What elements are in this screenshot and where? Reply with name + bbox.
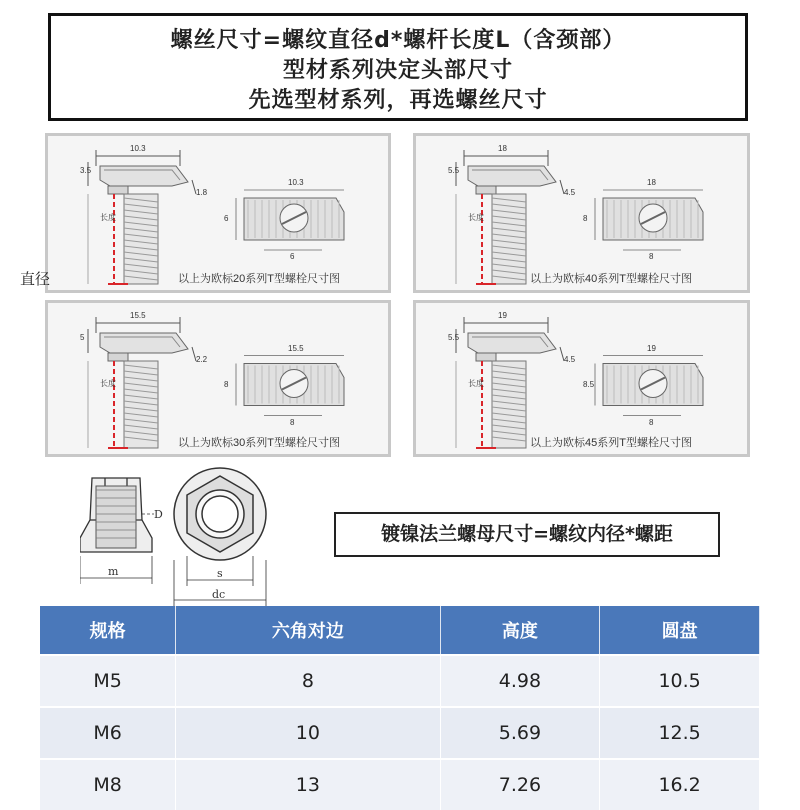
cell-height: 7.26: [440, 759, 600, 810]
table-header-row: [40, 606, 760, 655]
cell-height: 5.69: [440, 707, 600, 759]
title-line-1: 螺丝尺寸=螺纹直径d*螺杆长度L（含颈部）: [170, 28, 626, 53]
flange-dim: 4.5: [564, 355, 576, 364]
cell-spec: M6: [40, 707, 176, 759]
head-height-dim: 5.5: [448, 333, 460, 342]
header-hex: 六角对边: [176, 606, 440, 655]
flange-nut-drawing: [80, 456, 280, 606]
t-bolt-diagram-panel: [45, 300, 391, 457]
flange-dim: 4.5: [564, 188, 576, 197]
head-width-dim: 18: [498, 144, 507, 153]
side-bottom-dim: 8: [290, 417, 295, 427]
length-label: 长度: [468, 378, 484, 388]
cell-hex: 10: [176, 707, 440, 759]
side-top-dim: 19: [647, 343, 656, 353]
cell-hex: 13: [176, 759, 440, 810]
table-row: [40, 707, 760, 759]
t-bolt-diagram-panel: [413, 133, 750, 293]
head-height-dim: 5: [80, 333, 85, 342]
cell-spec: M8: [40, 759, 176, 810]
flange-dim: 2.2: [196, 355, 208, 364]
table-row: [40, 759, 760, 810]
side-bottom-dim: 6: [290, 252, 295, 261]
header-spec: 规格: [40, 606, 176, 655]
nut-top-view: [174, 468, 266, 606]
side-bottom-dim: 8: [649, 252, 654, 261]
diagram-caption: 以上为欧标20系列T型螺栓尺寸图: [178, 273, 340, 285]
cell-height: 4.98: [440, 655, 600, 707]
diagram-caption: 以上为欧标30系列T型螺栓尺寸图: [178, 437, 340, 449]
diagram-caption: 以上为欧标45系列T型螺栓尺寸图: [530, 437, 692, 449]
head-height-dim: 5.5: [448, 166, 460, 175]
title-line-2: 型材系列决定头部尺寸: [282, 58, 513, 83]
title-box: [48, 13, 748, 121]
side-height-dim: 8: [224, 379, 229, 389]
header-disc: 圆盘: [600, 606, 760, 655]
head-height-dim: 3.5: [80, 166, 92, 175]
length-label: 长度: [100, 213, 116, 222]
nut-label-dc: dc: [212, 588, 226, 601]
side-bottom-dim: 8: [649, 417, 654, 427]
side-top-dim: 10.3: [288, 178, 304, 187]
flange-nut-note: 镀镍法兰螺母尺寸=螺纹内径*螺距: [334, 512, 720, 557]
cell-hex: 8: [176, 655, 440, 707]
length-label: 长度: [468, 213, 484, 222]
cell-disc: 10.5: [600, 655, 760, 707]
diameter-label: 直径: [20, 270, 51, 288]
header-height: 高度: [440, 606, 600, 655]
length-label: 长度: [100, 378, 116, 388]
spec-table: [40, 606, 760, 810]
t-bolt-diagram-panel: [45, 133, 391, 293]
side-top-dim: 18: [647, 178, 656, 187]
side-height-dim: 8: [583, 214, 588, 223]
cell-spec: M5: [40, 655, 176, 707]
side-height-dim: 6: [224, 214, 229, 223]
head-width-dim: 19: [498, 311, 507, 320]
nut-label-m: m: [108, 565, 119, 578]
cell-disc: 16.2: [600, 759, 760, 810]
head-width-dim: 15.5: [130, 311, 146, 320]
head-width-dim: 10.3: [130, 144, 146, 153]
flange-dim: 1.8: [196, 188, 208, 197]
t-bolt-diagram-panel: [413, 300, 750, 457]
nut-label-D: D: [154, 508, 163, 521]
side-height-dim: 8.5: [583, 379, 595, 389]
side-top-dim: 15.5: [288, 343, 304, 353]
table-row: [40, 655, 760, 707]
nut-label-s: s: [217, 567, 223, 580]
cell-disc: 12.5: [600, 707, 760, 759]
diagram-caption: 以上为欧标40系列T型螺栓尺寸图: [530, 273, 692, 285]
title-line-3: 先选型材系列，再选螺丝尺寸: [248, 88, 548, 113]
